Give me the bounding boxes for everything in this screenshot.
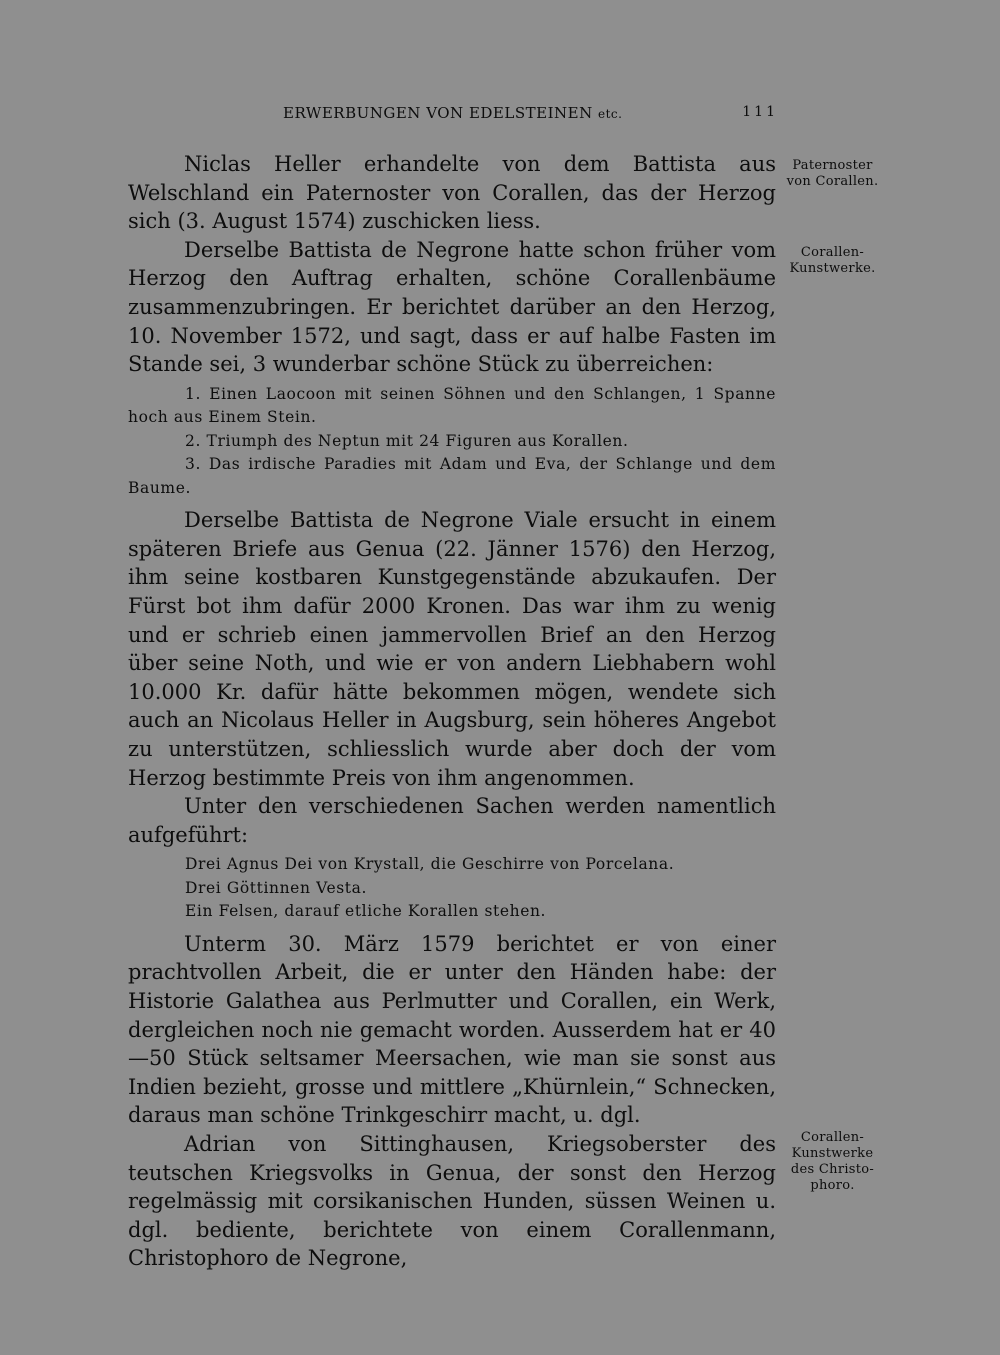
items-list: [128, 849, 776, 930]
running-head-etc: etc.: [597, 107, 623, 121]
list-item: Ein Felsen, darauf etliche Korallen stehen.: [185, 902, 547, 921]
margin-note-line: Paternoster: [792, 158, 873, 173]
margin-note-line: Kunstwerke.: [789, 261, 876, 276]
running-head-title: ERWERBUNGEN VON EDELSTEINEN etc.: [283, 104, 623, 122]
margin-note-corallen-kunstwerke: [785, 245, 880, 277]
paragraph-5: Unterm 30. März 1579 berichtet er von einer prachtvollen Arbeit, die er unter den Händen habe: der Historie Galathea aus Perlmutter und Corallen, ein Werk, dergleichen noch nie gemacht worden. Ausserdem hat er 40—50 Stück seltsamer Meersachen, wie man sie sonst aus Indien bezieht, grosse und mittlere „Khürnlein,“ Schnecken, daraus man schöne Trinkgeschirr macht, u. dgl.: [128, 931, 776, 1128]
paragraph-2: Derselbe Battista de Negrone hatte schon früher vom Herzog den Auftrag erhalten, schöne Corallenbäume zusammenzubringen. Er berichtet darüber an den Herzog, 10. November 1572, und sagt, dass er auf halbe Fasten im Stande sei, 3 wunderbar schöne Stück zu überreichen:: [128, 237, 776, 377]
paragraph-4: Unter den verschiedenen Sachen werden namentlich aufgeführt:: [128, 794, 776, 847]
paragraph-6: Adrian von Sittinghausen, Kriegsoberster des teutschen Kriegsvolks in Genua, der sonst den Herzog regelmässig mit corsikanischen Hunden, süssen Weinen u. dgl. bediente, berichtete von einem Corallenmann, Christophoro de Negrone,: [128, 1132, 776, 1271]
margin-note-paternoster: [785, 158, 880, 190]
margin-note-line: von Corallen.: [786, 174, 879, 189]
margin-note-line: Corallen-: [800, 1130, 865, 1145]
list-item: Drei Göttinnen Vesta.: [185, 878, 367, 897]
margin-note-line: phoro.: [810, 1178, 855, 1193]
margin-note-line: Kunstwerke: [791, 1146, 874, 1161]
list-item: Drei Agnus Dei von Krystall, die Geschirre von Porcelana.: [185, 855, 675, 874]
paragraph-3: Derselbe Battista de Negrone Viale ersucht in einem späteren Briefe aus Genua (22. Jänner 1576) den Herzog, ihm seine kostbaren Kunstgegenstände abzukaufen. Der Fürst bot ihm dafür 2000 Kronen. Das war ihm zu wenig und er schrieb einen jammervollen Brief an den Herzog über seine Noth, und wie er von andern Liebhabern wohl 10.000 Kr. dafür hätte bekommen mögen, wendete sich auch an Nicolaus Heller in Augsburg, sein höheres Angebot zu unterstützen, schliesslich wurde aber doch der vom Herzog bestimmte Preis von ihm angenommen.: [128, 508, 776, 790]
margin-note-line: Corallen-: [800, 245, 865, 260]
paragraph-1: Niclas Heller erhandelte von dem Battista aus Welschland ein Paternoster von Corallen, das der Herzog sich (3. August 1574) zuschicken liess.: [128, 152, 776, 234]
page-number: 111: [742, 104, 778, 120]
body-text: [128, 150, 776, 1273]
list-item: 2. Triumph des Neptun mit 24 Figuren aus Korallen.: [185, 431, 629, 450]
margin-note-line: des Christo-: [790, 1162, 875, 1177]
artwork-list: [128, 379, 776, 507]
list-item: 1. Einen Laocoon mit seinen Söhnen und den Schlangen, 1 Spanne hoch aus Einem Stein.: [128, 384, 776, 427]
list-item: 3. Das irdische Paradies mit Adam und Eva, der Schlange und dem Baume.: [128, 455, 776, 497]
margin-note-christophoro: [785, 1130, 880, 1194]
